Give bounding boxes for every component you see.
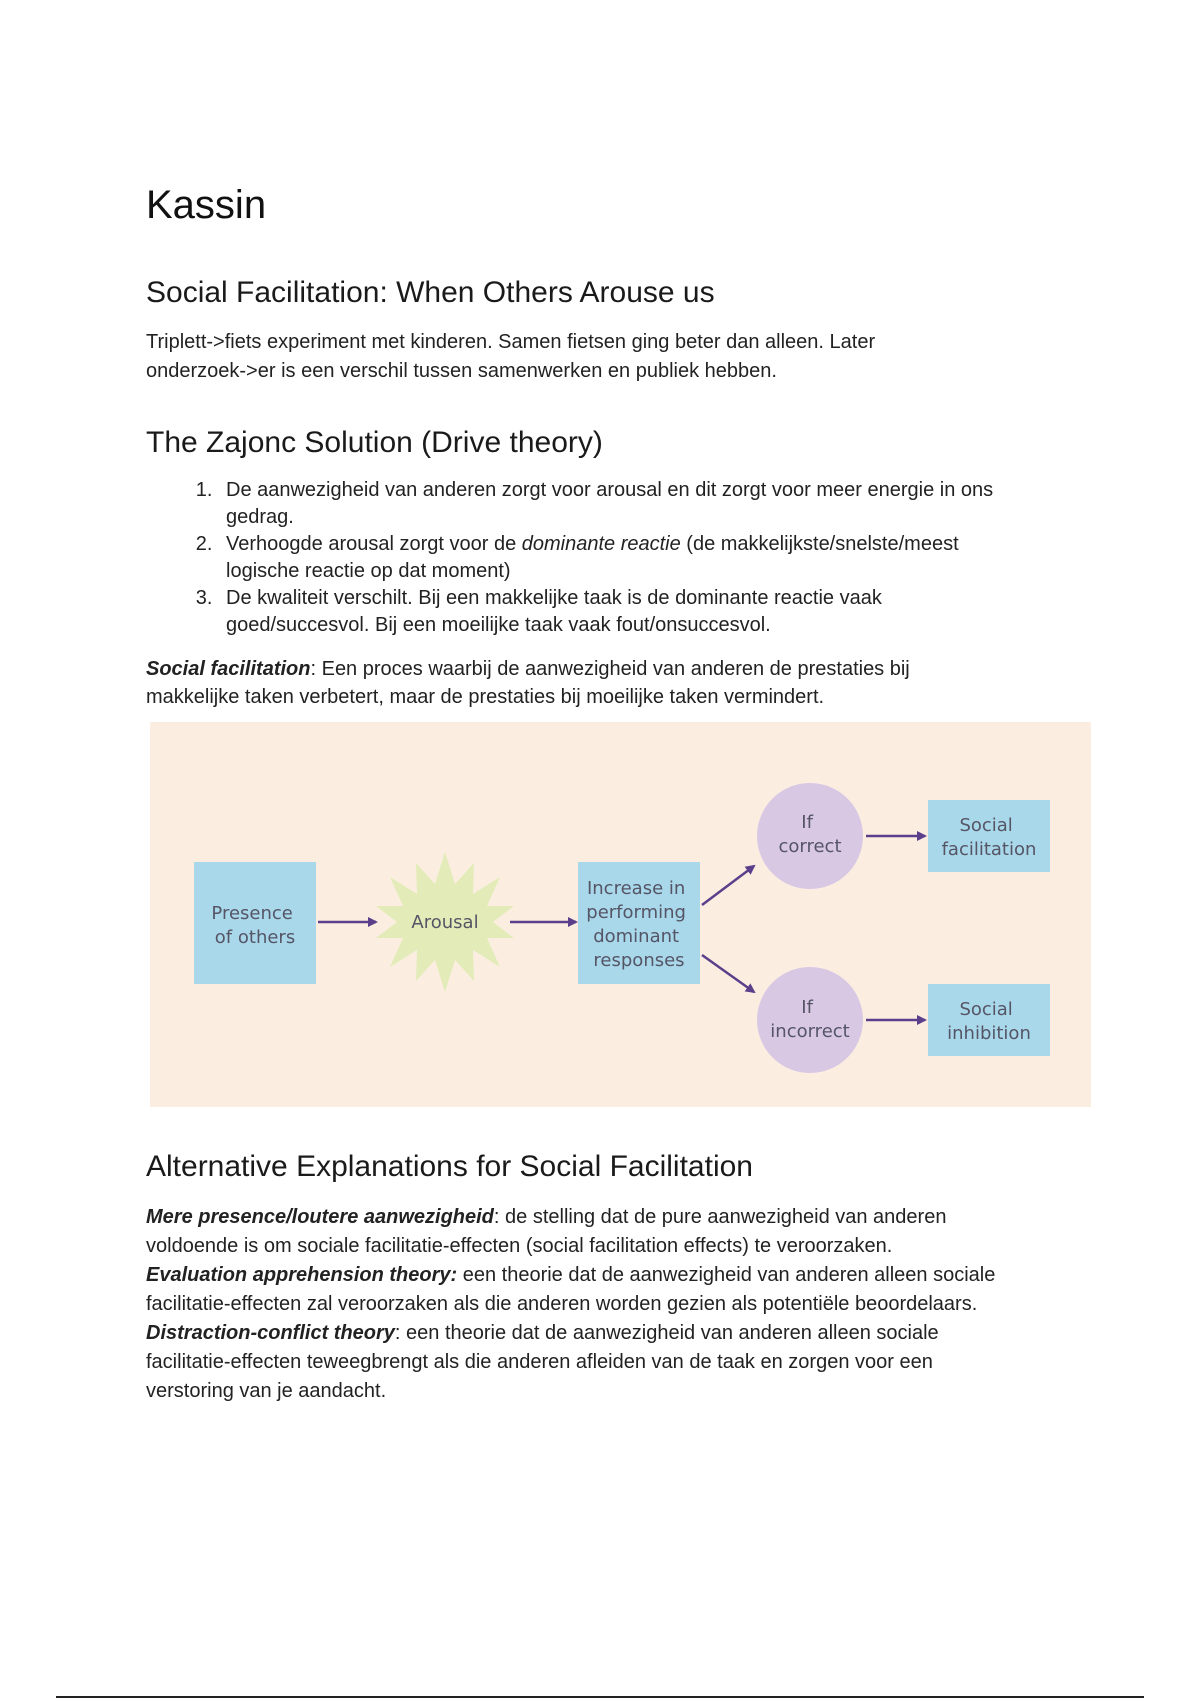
social-inhibition-box xyxy=(928,984,1050,1056)
section-heading-social-facilitation: Social Facilitation: When Others Arouse us xyxy=(146,276,715,309)
social-facilitation-label: Social facilitation xyxy=(941,815,1037,860)
social-facilitation-definition: Social facilitation: Een proces waarbij de aanwezigheid van anderen de prestaties bij makkelijke taken verbetert, maar de prestaties bij moeilijke taken vermindert. xyxy=(146,658,910,708)
if-incorrect-label: If incorrect xyxy=(770,997,850,1042)
list-item: 1. De aanwezigheid van anderen zorgt voor arousal en dit zorgt voor meer energie in ons gedrag. xyxy=(218,477,1148,531)
drive-theory-diagram xyxy=(150,722,1091,1107)
social-facilitation-box xyxy=(928,800,1050,872)
alternative-definitions: Mere presence/loutere aanwezigheid: de stelling dat de pure aanwezigheid van anderen voldoende is om sociale facilitatie-effecten (social facilitation effects) te veroorzaken. Evaluation apprehension theory: een theorie dat de aanwezigheid van anderen alleen sociale facilitatie-effecten zal veroorzaken als die anderen worden gezien als potentiële beoordelaars. Distraction-conflict theory: een theorie dat de aanwezigheid van anderen alleen sociale facilitatie-effecten teweegbrengt als die anderen afleiden van de taak en zorgen voor een verstoring van je aandacht. xyxy=(146,1206,996,1402)
page-bottom-divider xyxy=(56,1696,1144,1698)
arrow-increase-to-correct xyxy=(702,866,754,905)
section-heading-zajonc: The Zajonc Solution (Drive theory) xyxy=(146,426,603,459)
definition-term-mere-presence: Mere presence/loutere aanwezigheid xyxy=(146,1206,494,1228)
presence-of-others-label: Presence of others xyxy=(211,903,296,948)
if-correct-label: If correct xyxy=(778,812,842,857)
emphasis-dominante-reactie: dominante reactie xyxy=(521,533,681,555)
if-incorrect-circle xyxy=(757,967,863,1073)
intro-paragraph xyxy=(146,328,1096,386)
definition-term-distraction-conflict: Distraction-conflict theory xyxy=(146,1322,395,1344)
intro-line-2: onderzoek->er is een verschil tussen samenwerken en publiek hebben. xyxy=(146,360,777,382)
increase-dominant-responses-label: Increase in performing dominant responses xyxy=(586,878,686,971)
intro-line-1: Triplett->fiets experiment met kinderen. Samen fietsen ging beter dan alleen. Later xyxy=(146,331,876,353)
definition-term-evaluation-apprehension: Evaluation apprehension theory: xyxy=(146,1264,458,1286)
drive-theory-list xyxy=(146,477,1148,639)
list-item: 2. Verhoogde arousal zorgt voor de dominante reactie (de makkelijkste/snelste/meest logische reactie op dat moment) xyxy=(218,531,1148,585)
social-inhibition-label: Social inhibition xyxy=(947,999,1031,1044)
list-item: 3. De kwaliteit verschilt. Bij een makkelijke taak is de dominante reactie vaak goed/succesvol. Bij een moeilijke taak vaak fout/onsuccesvol. xyxy=(218,585,1148,639)
definition-term: Social facilitation xyxy=(146,658,311,680)
arrow-increase-to-incorrect xyxy=(702,955,754,992)
diagram-svg xyxy=(150,722,1091,1107)
page-title: Kassin xyxy=(146,183,267,227)
arousal-label: Arousal xyxy=(411,912,479,933)
section-heading-alternative-explanations: Alternative Explanations for Social Facilitation xyxy=(146,1150,753,1183)
